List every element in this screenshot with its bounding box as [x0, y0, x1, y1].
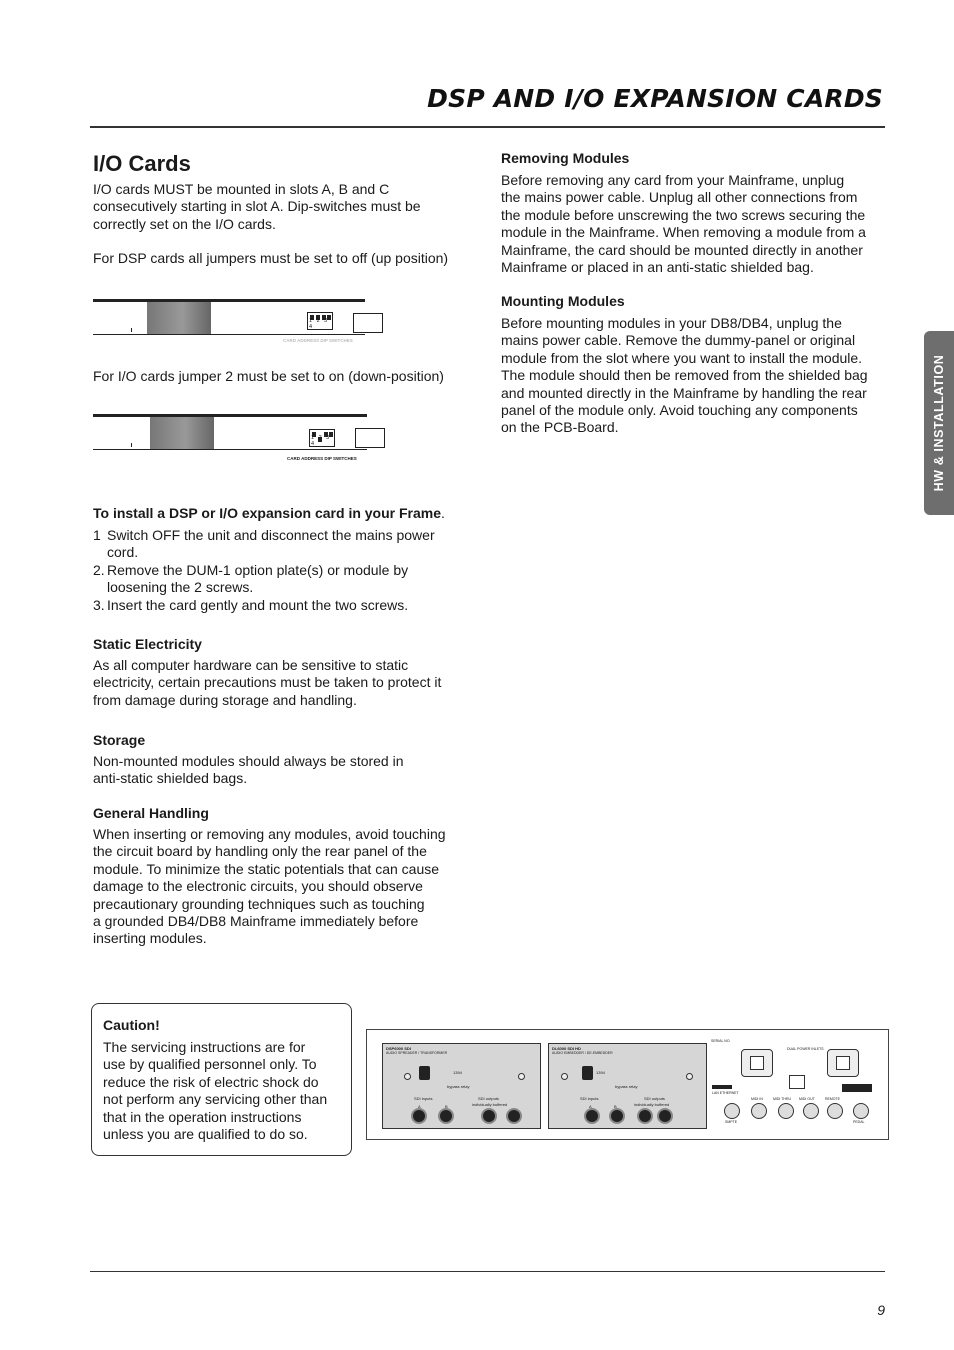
buffered-label: individually buffered: [472, 1102, 508, 1107]
slot-b-label: B: [614, 1104, 617, 1109]
io-jumper-note: For I/O cards jumper 2 must be set to on (down-position): [93, 368, 444, 384]
screw-icon: [404, 1073, 411, 1080]
warning-label: [842, 1084, 872, 1092]
dsp-card-diagram: [93, 298, 383, 346]
mounting-text: [501, 315, 868, 437]
removing-text: [501, 172, 866, 276]
page-number: 9: [877, 1302, 885, 1318]
text-line: The servicing instructions are for: [103, 1039, 306, 1055]
step-number: 2.: [93, 561, 105, 578]
step-number: 3.: [93, 596, 105, 613]
board-tick: [131, 328, 132, 332]
card-subtitle: AUDIO EMBEDDER / DE-EMBEDDER: [552, 1051, 613, 1055]
text-line: Mainframe or placed in an anti-static shielded bag.: [501, 259, 814, 276]
outputs-label: SDI outputs: [478, 1096, 499, 1101]
install-heading: [93, 505, 445, 522]
smpte-label: SMPTE: [725, 1120, 738, 1124]
card-title: DSP6000 SDI: [386, 1046, 411, 1051]
smpte-connector: [724, 1103, 740, 1119]
power-switch: [789, 1075, 805, 1089]
inputs-label: SDI inputs: [414, 1096, 433, 1101]
inputs-label: SDI inputs: [580, 1096, 599, 1101]
bnc-connector: [438, 1108, 454, 1124]
install-heading-suffix: .: [441, 505, 445, 521]
remote-connector: [827, 1103, 843, 1119]
text-line: that in the operation instructions: [103, 1108, 302, 1125]
text-line: module. To minimize the static potentials that can cause: [93, 860, 440, 877]
card-bracket: [355, 428, 385, 448]
power-inlet-2: [827, 1049, 859, 1077]
bypass-label: bypass relay: [447, 1084, 470, 1089]
handling-text: [93, 826, 446, 948]
removing-heading: Removing Modules: [501, 150, 630, 166]
dip-numbers: 1 2 3 4: [309, 318, 329, 330]
dip-caption: CARD ADDRESS DIP SWITCHES: [287, 456, 357, 461]
text-line: Before removing any card from your Mainframe, unplug: [501, 172, 845, 188]
io-card-di6000: [548, 1043, 707, 1129]
text-line: anti-static shielded bags.: [93, 770, 248, 787]
firewire-label: 1394: [453, 1070, 462, 1075]
text-line: the mains power cable. Unplug all other connections from: [501, 189, 858, 206]
text-line: unless you are qualified to do so.: [103, 1126, 308, 1143]
firewire-port: [419, 1066, 430, 1080]
install-heading-text: To install a DSP or I/O expansion card in your Frame: [93, 505, 442, 521]
text-line: module in the Mainframe. When removing a module from a: [501, 224, 866, 241]
text-line: on the PCB-Board.: [501, 419, 619, 436]
text-line: inserting modules.: [93, 930, 207, 947]
text-line: panel of the module only. Avoid touching any components: [501, 402, 858, 419]
text-line: consecutively starting in slot A. Dip-switches must be: [93, 198, 421, 215]
midi-in-label: MIDI IN: [751, 1097, 763, 1101]
remote-label: REMOTE: [825, 1097, 840, 1101]
text-line: Mainframe, the card should be mounted directly in another: [501, 241, 863, 258]
screw-icon: [561, 1073, 568, 1080]
midi-out-connector: [803, 1103, 819, 1119]
install-step: [93, 527, 463, 562]
bnc-connector: [481, 1108, 497, 1124]
dip-caption: CARD ADDRESS DIP SWITCHES: [283, 338, 353, 343]
step-number: 1: [93, 527, 101, 543]
text-line: Non-mounted modules should always be stored in: [93, 753, 404, 769]
dip-switch: [309, 429, 335, 447]
bnc-connector: [657, 1108, 673, 1124]
text-line: use by qualified personnel only. To: [103, 1056, 317, 1073]
header-divider: [90, 126, 885, 128]
pedal-connector: [853, 1103, 869, 1119]
card-bracket: [353, 313, 383, 333]
text-line: a grounded DB4/DB8 Mainframe immediately before: [93, 913, 419, 930]
bnc-connector: [637, 1108, 653, 1124]
io-cards-heading: I/O Cards: [93, 151, 191, 176]
install-steps: [93, 527, 463, 614]
dip-switch: [307, 312, 333, 330]
text-line: loosening the 2 screws.: [107, 579, 254, 596]
text-line: from damage during storage and handling.: [93, 691, 357, 708]
static-text: [93, 657, 441, 709]
storage-heading: Storage: [93, 732, 146, 748]
text-line: the circuit board by handling only the rear panel of the: [93, 843, 427, 860]
pedal-label: PEDAL: [853, 1120, 865, 1124]
text-line: and mounted directly in the Mainframe by handling the rear: [501, 384, 867, 401]
text-line: Switch OFF the unit and disconnect the mains power: [107, 527, 435, 543]
bnc-connector: [506, 1108, 522, 1124]
card-title: DI-6000 SDI HD: [552, 1046, 581, 1051]
midi-out-label: MIDI OUT: [799, 1097, 815, 1101]
caution-text: [103, 1039, 327, 1143]
io-card-diagram: [93, 413, 385, 463]
bnc-connector: [411, 1108, 427, 1124]
lan-port: [712, 1085, 732, 1089]
mounting-heading: Mounting Modules: [501, 293, 625, 309]
screw-icon: [686, 1073, 693, 1080]
dsp-jumper-note: For DSP cards all jumpers must be set to off (up position): [93, 250, 449, 266]
text-line: As all computer hardware can be sensitive to static: [93, 657, 409, 673]
text-line: I/O cards MUST be mounted in slots A, B and C: [93, 181, 390, 197]
serial-label: SERIAL NO.: [711, 1039, 731, 1043]
text-line: Before mounting modules in your DB8/DB4, unplug the: [501, 315, 842, 331]
midi-in-connector: [751, 1103, 767, 1119]
power-inlets-label: DUAL POWER INLETS: [787, 1047, 824, 1051]
slot-a-label: A: [589, 1104, 592, 1109]
text-line: precautionary grounding techniques such as touching: [93, 895, 425, 912]
bnc-connector: [609, 1108, 625, 1124]
midi-thru-label: MIDI THRU: [773, 1097, 792, 1101]
card-connector: [150, 417, 214, 449]
text-line: module from the slot where you want to install the module.: [501, 349, 863, 366]
firewire-port: [582, 1066, 593, 1080]
outputs-label: SDI outputs: [644, 1096, 665, 1101]
caution-heading: Caution!: [103, 1017, 160, 1033]
text-line: Remove the DUM-1 option plate(s) or module by: [107, 561, 409, 578]
text-line: correctly set on the I/O cards.: [93, 215, 276, 232]
section-tab-label: HW & INSTALLATION: [932, 354, 946, 492]
lan-label: LAN ETHERNET: [712, 1091, 739, 1095]
bnc-connector: [584, 1108, 600, 1124]
dip-numbers: 1 2 3 4: [311, 435, 331, 447]
text-line: reduce the risk of electric shock do: [103, 1073, 319, 1090]
text-line: cord.: [107, 544, 139, 561]
install-step: [93, 597, 463, 614]
caution-box: [91, 1003, 352, 1156]
board-tick: [131, 443, 132, 447]
bypass-label: bypass relay: [615, 1084, 638, 1089]
text-line: not perform any servicing other than: [103, 1091, 328, 1108]
storage-text: [93, 753, 404, 788]
buffered-label: individually buffered: [634, 1102, 670, 1107]
slot-b-label: B: [445, 1104, 448, 1109]
rear-panel-illustration: [366, 1029, 889, 1140]
handling-heading: General Handling: [93, 805, 209, 821]
text-line: When inserting or removing any modules, avoid touching: [93, 826, 446, 842]
text-line: the module before unscrewing the two screws securing the: [501, 206, 866, 223]
text-line: electricity, certain precautions must be taken to protect it: [93, 674, 442, 691]
io-cards-intro: [93, 181, 421, 233]
card-subtitle: AUDIO SPREADER / TRANSFORMER: [386, 1051, 448, 1055]
section-tab: [924, 331, 954, 515]
screw-icon: [518, 1073, 525, 1080]
slot-a-label: A: [418, 1104, 421, 1109]
page-title: DSP AND I/O EXPANSION CARDS: [427, 84, 883, 113]
install-step: [93, 562, 463, 597]
io-card-dsp6000: [382, 1043, 541, 1129]
card-connector: [147, 302, 211, 334]
power-inlet-1: [741, 1049, 773, 1077]
firewire-label: 1394: [596, 1070, 605, 1075]
static-heading: Static Electricity: [93, 636, 202, 652]
text-line: mains power cable. Remove the dummy-panel or original: [501, 332, 856, 349]
text-line: damage to the electronic circuits, you should observe: [93, 878, 423, 895]
midi-thru-connector: [778, 1103, 794, 1119]
footer-divider: [90, 1271, 885, 1272]
text-line: The module should then be removed from the shielded bag: [501, 367, 868, 384]
text-line: Insert the card gently and mount the two screws.: [107, 596, 409, 613]
